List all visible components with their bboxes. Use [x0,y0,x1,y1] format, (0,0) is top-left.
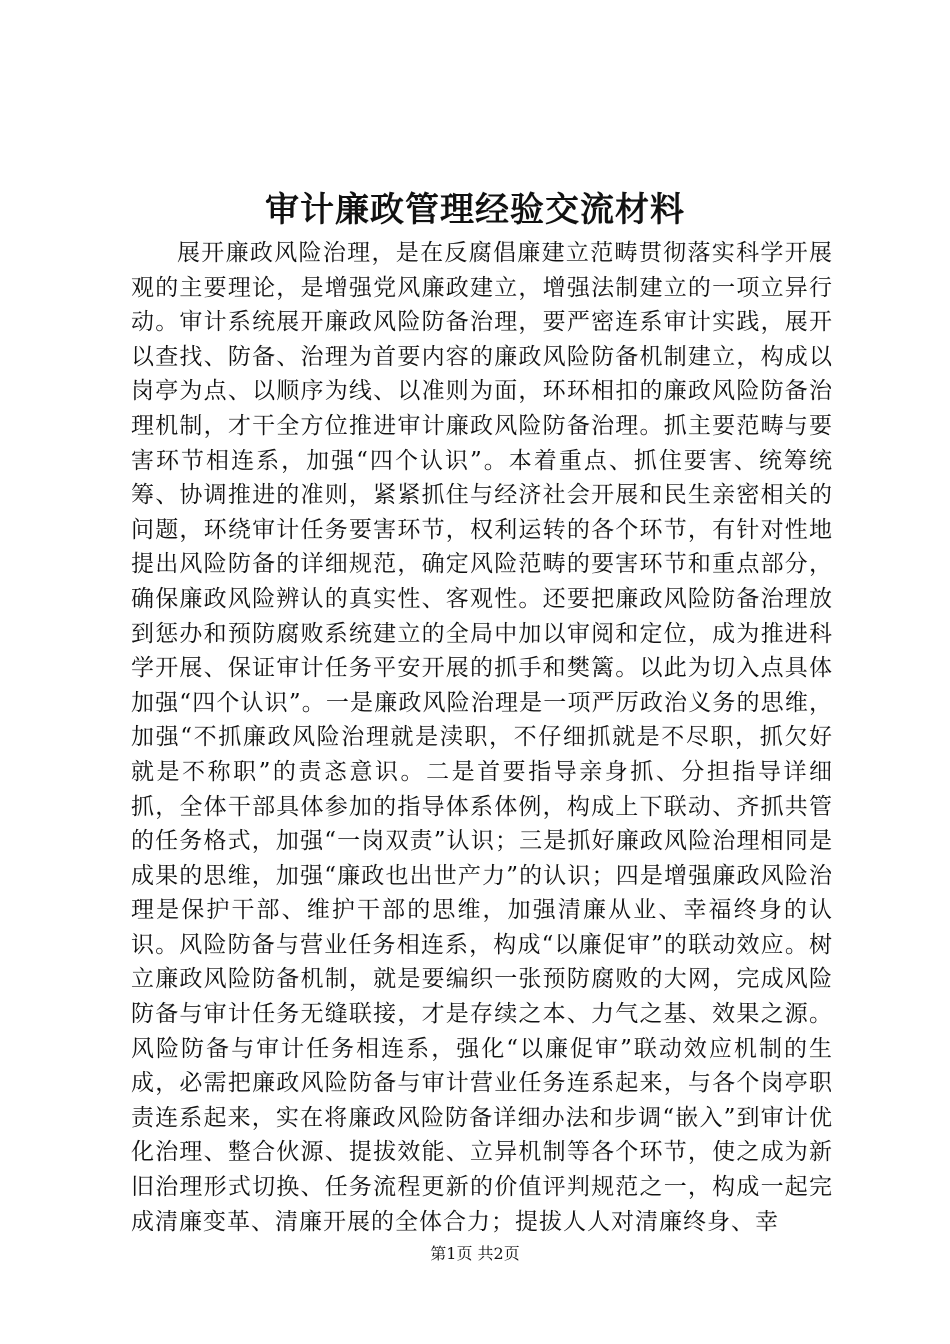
document-body-paragraph: 展开廉政风险治理，是在反腐倡廉建立范畴贯彻落实科学开展观的主要理论，是增强党风廉政建立，增强法制建立的一项立异行动。审计系统展开廉政风险防备治理，要严密连系审计实践，展开以查找、防备、治理为首要内容的廉政风险防备机制建立，构成以岗亭为点、以顺序为线、以准则为面，环环相扣的廉政风险防备治理机制，才干全方位推进审计廉政风险防备治理。抓主要范畴与要害环节相连系，加强“四个认识”。本着重点、抓住要害、统筹统筹、协调推进的准则，紧紧抓住与经济社会开展和民生亲密相关的问题，环绕审计任务要害环节，权利运转的各个环节，有针对性地提出风险防备的详细规范，确定风险范畴的要害环节和重点部分，确保廉政风险辨认的真实性、客观性。还要把廉政风险防备治理放到惩办和预防腐败系统建立的全局中加以审阅和定位，成为推进科学开展、保证审计任务平安开展的抓手和樊篱。以此为切入点具体加强“四个认识”。一是廉政风险治理是一项严厉政治义务的思维，加强“不抓廉政风险治理就是渎职，不仔细抓就是不尽职，抓欠好就是不称职”的责忞意识。二是首要指导亲身抓、分担指导详细抓，全体干部具体参加的指导体系体例，构成上下联动、齐抓共管的任务格式，加强“一岗双责”认识；三是抓好廉政风险治理相同是成果的思维，加强“廉政也出世产力”的认识；四是增强廉政风险治理是保护干部、维护干部的思维，加强清廉从业、幸福终身的认识。风险防备与营业任务相连系，构成“以廉促审”的联动效应。树立廉政风险防备机制，就是要编织一张预防腐败的大网，完成风险防备与审计任务无缝联接，才是存续之本、力气之基、效果之源。风险防备与审计任务相连系，强化“以廉促审”联动效应机制的生成，必需把廉政风险防备与审计营业任务连系起来，与各个岗亭职责连系起来，实在将廉政风险防备详细办法和步调“嵌入”到审计优化治理、整合伙源、提拔效能、立异机制等各个环节，使之成为新旧治理形式切换、任务流程更新的价值评判规范之一，构成一起完成清廉变革、清廉开展的全体合力；提拔人人对清廉终身、幸 [131,240,833,1235]
document-title: 审计廉政管理经验交流材料 [265,190,685,230]
page-number-footer: 第1页 共2页 [430,1244,520,1263]
